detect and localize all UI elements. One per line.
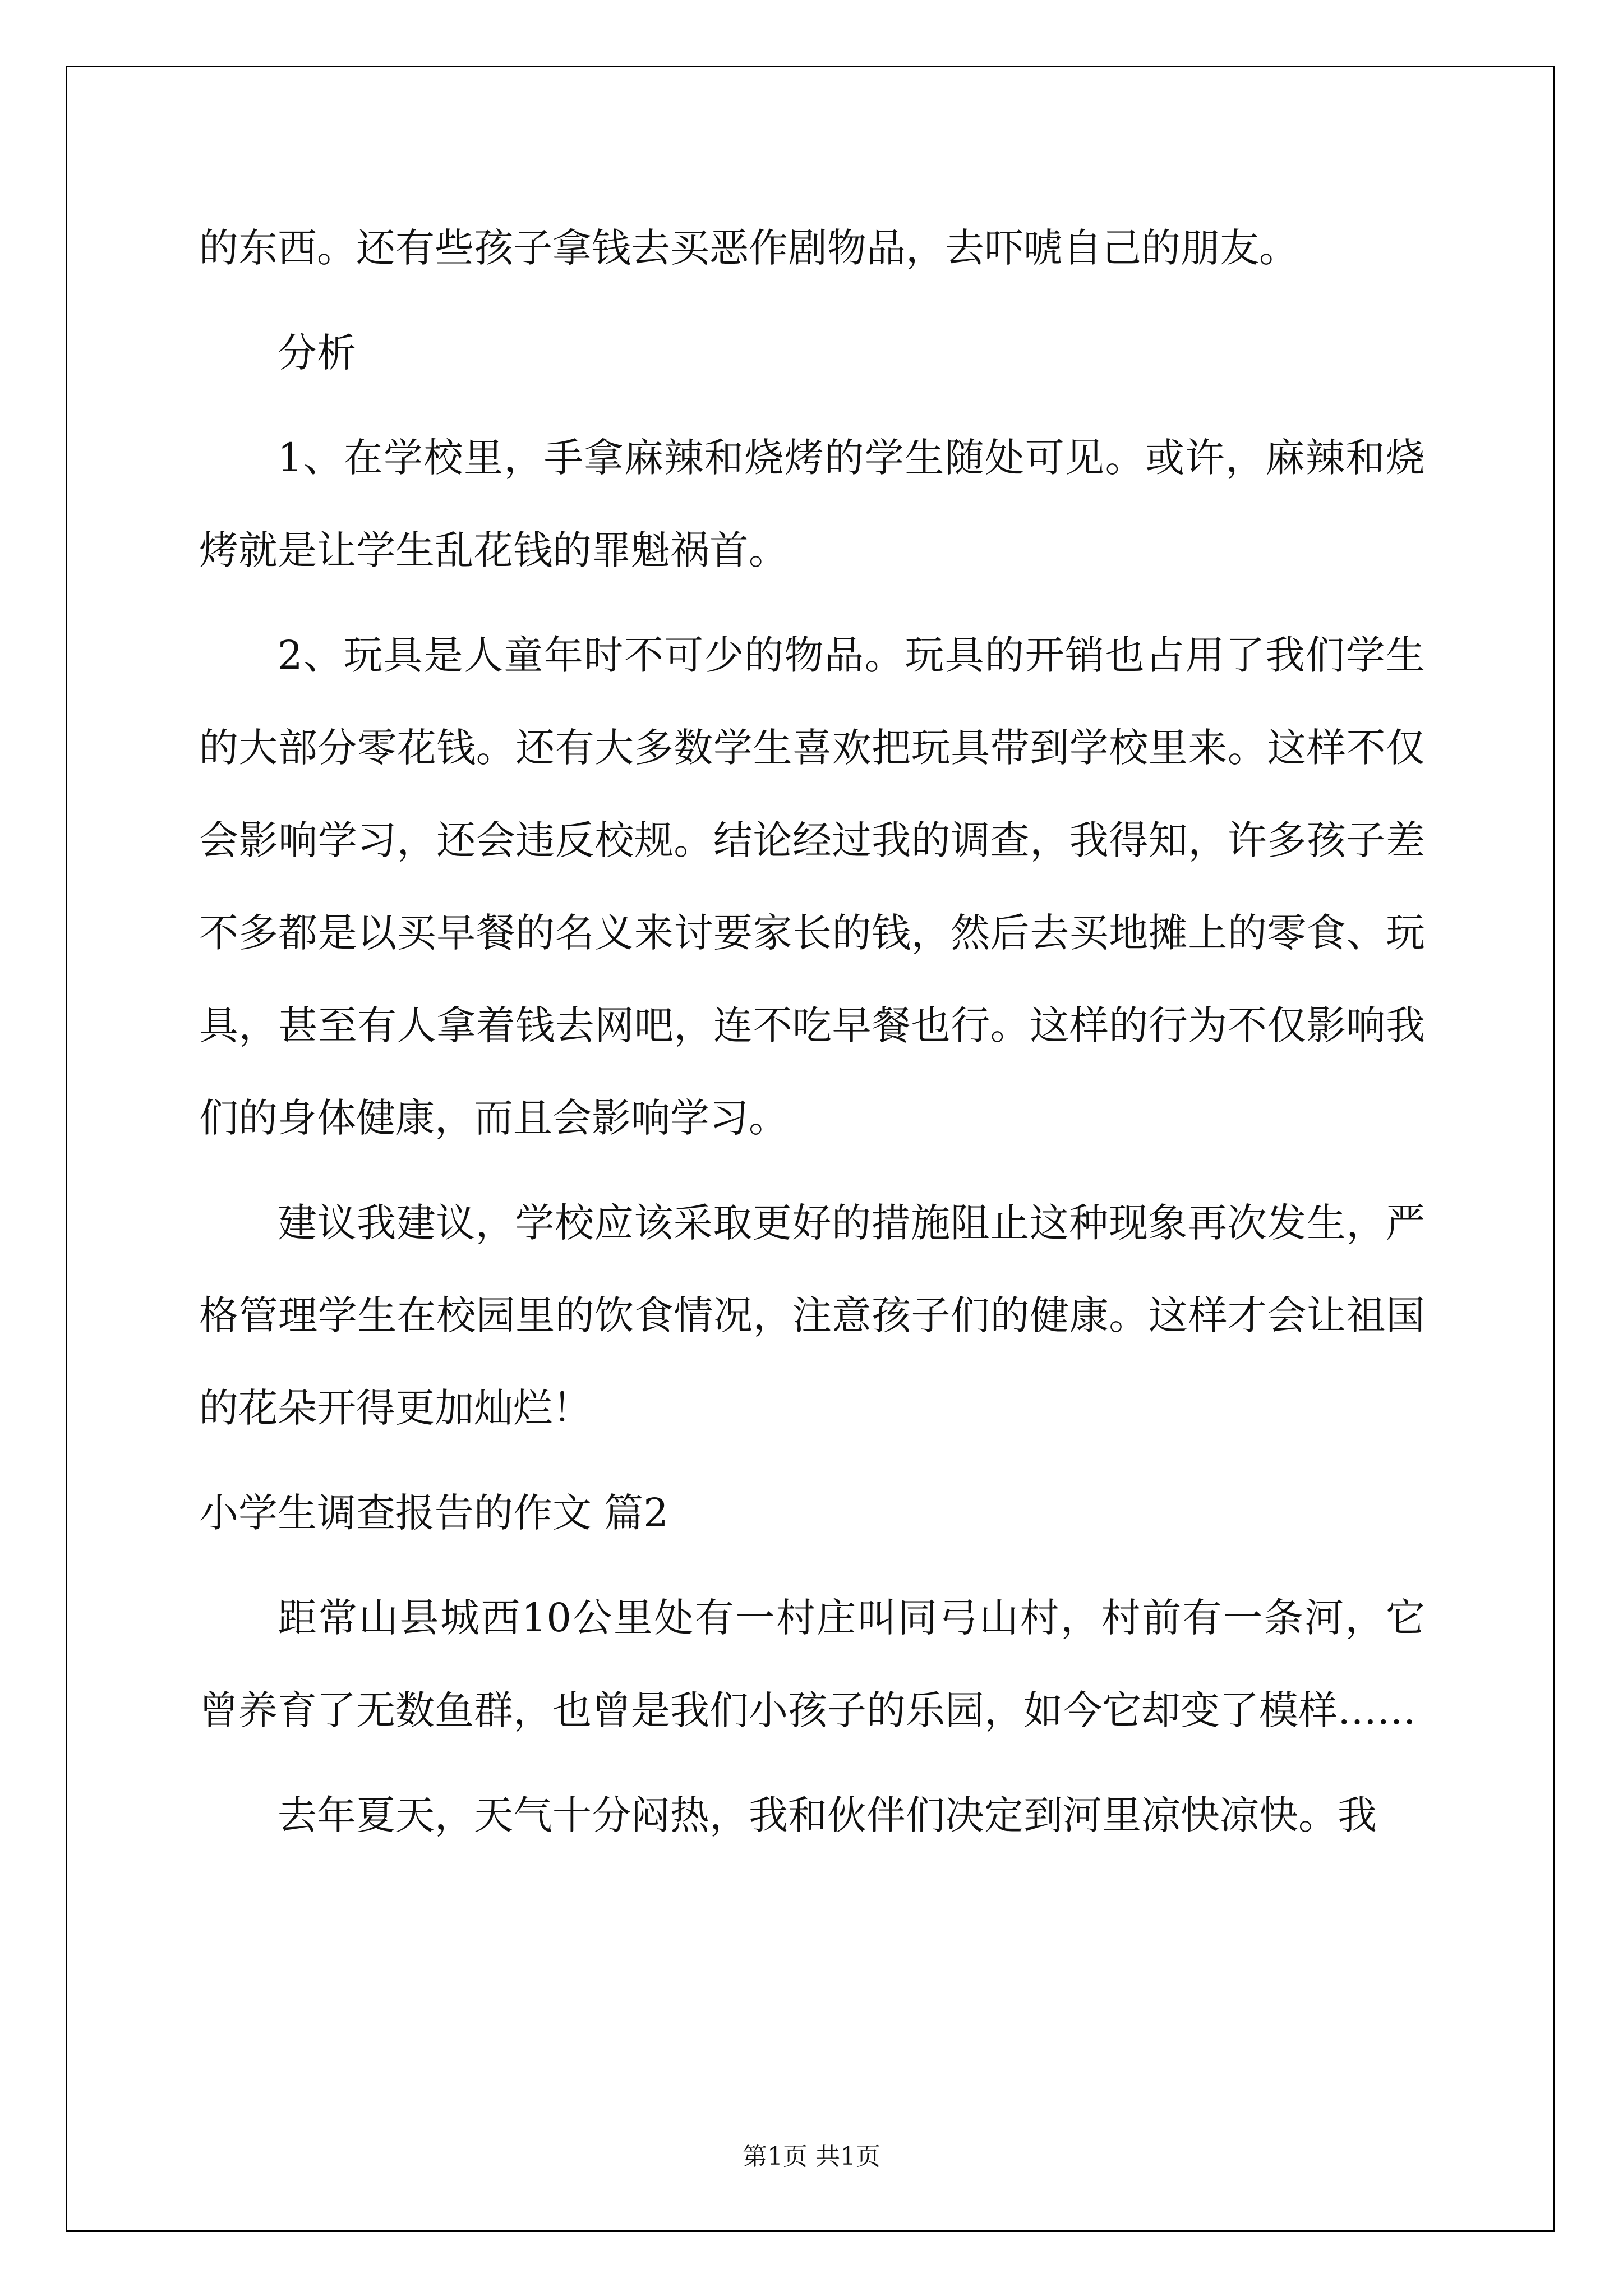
section-label-analysis: 分析: [278, 330, 356, 376]
paragraph: 2、玩具是人童年时不可少的物品。玩具的开销也占用了我们学生的大部分零花钱。还有大多数学生喜欢把玩具带到学校里来。这样不仅会影响学习，还会违反校规。结论经过我的调查，我得知，许多孩子差不多都是以买早餐的名义来讨要家长的钱，然后去买地摊上的零食、玩具，甚至有人拿着钱去网吧，连不吃早餐也行。这样的行为不仅影响我们的身体健康，而且会影响学习。: [199, 632, 1425, 1141]
paragraph: 建议我建议，学校应该采取更好的措施阻止这种现象再次发生，严格管理学生在校园里的饮食情况，注意孩子们的健康。这样才会让祖国的花朵开得更加灿烂！: [199, 1200, 1425, 1431]
section-heading: 小学生调查报告的作文 篇2: [199, 1490, 668, 1536]
page-footer: 第1页 共1页: [743, 2142, 880, 2171]
paragraph: 去年夏天，天气十分闷热，我和伙伴们决定到河里凉快凉快。我: [278, 1792, 1377, 1838]
document-body: [199, 202, 1425, 1874]
paragraph: 1、在学校里，手拿麻辣和烧烤的学生随处可见。或许，麻辣和烧烤就是让学生乱花钱的罪魁祸首。: [199, 435, 1425, 573]
paragraph: 距常山县城西10公里处有一村庄叫同弓山村，村前有一条河，它曾养育了无数鱼群，也曾是我们小孩子的乐园，如今它却变了模样……: [199, 1595, 1425, 1733]
paragraph: 的东西。还有些孩子拿钱去买恶作剧物品，去吓唬自己的朋友。: [199, 225, 1298, 271]
